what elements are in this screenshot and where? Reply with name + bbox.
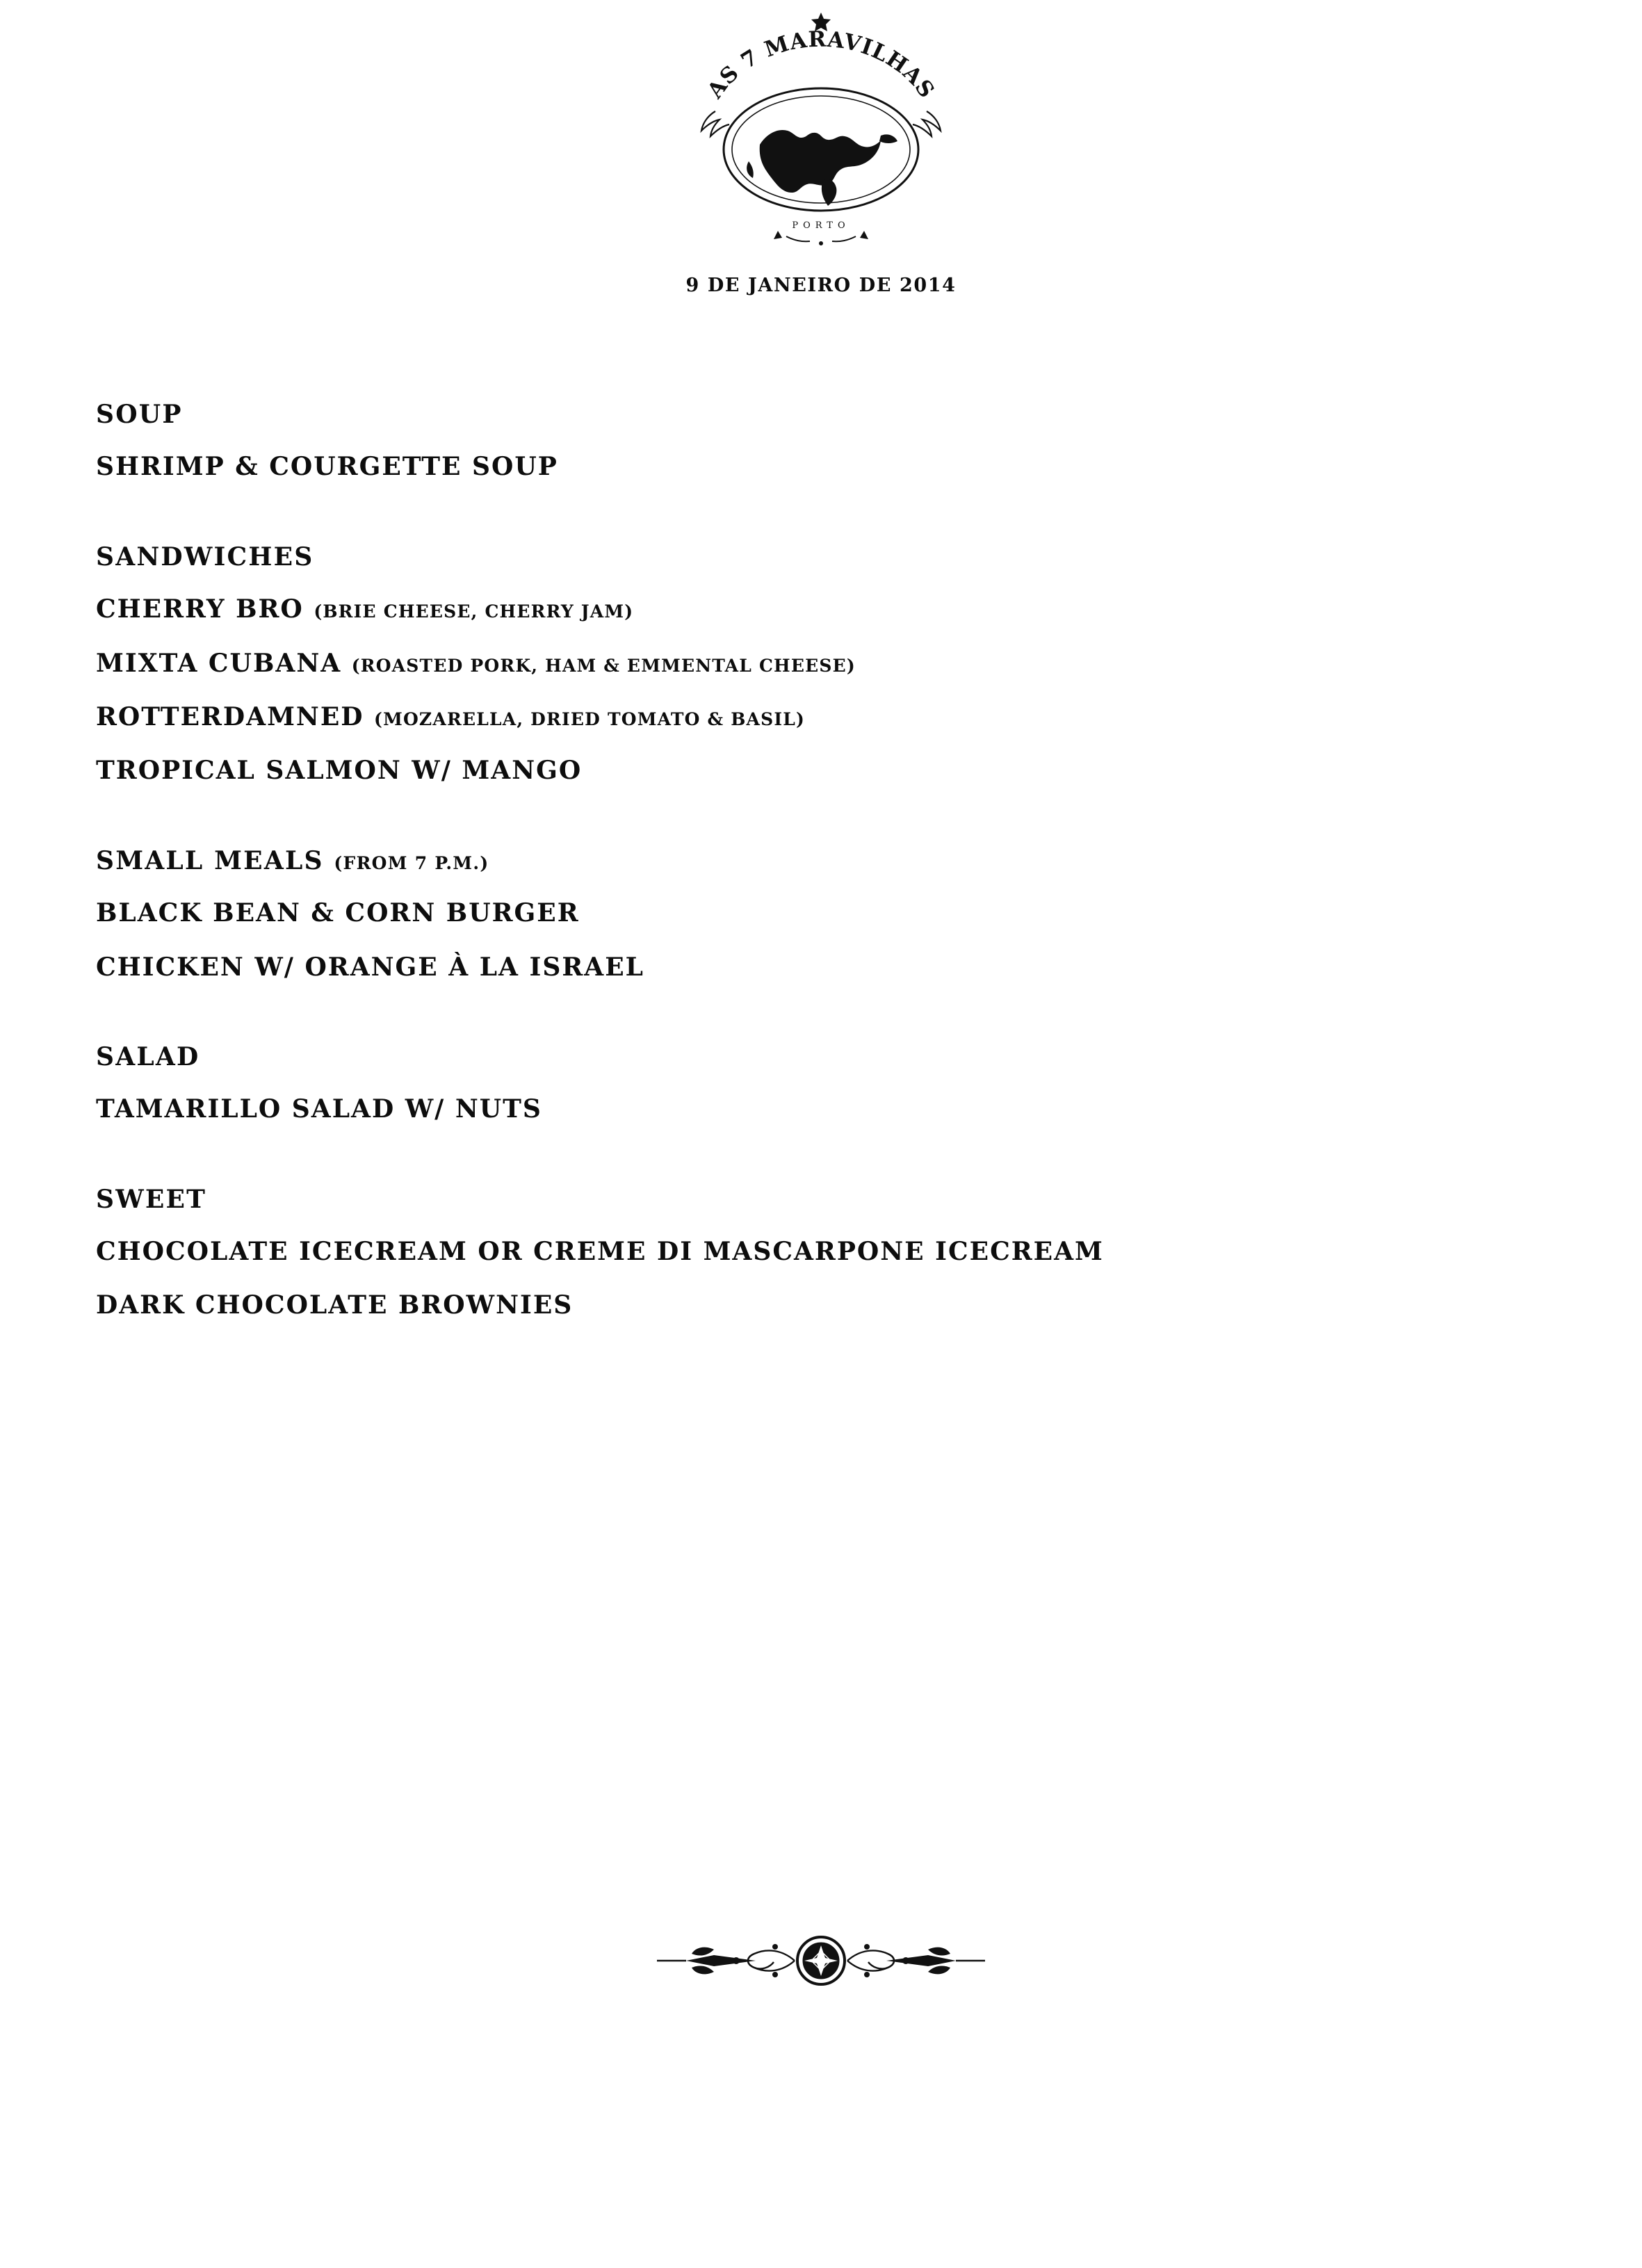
menu-item-name: TROPICAL SALMON W/ MANGO <box>96 756 583 786</box>
menu-item <box>96 899 1559 928</box>
menu-item-name: ROTTERDAMNED <box>96 702 364 731</box>
menu-date: 9 DE JANEIRO DE 2014 <box>685 275 957 296</box>
section-title-text: SANDWICHES <box>96 542 314 572</box>
menu-item-name: BLACK BEAN & CORN BURGER <box>96 898 580 928</box>
section-title <box>96 847 1559 875</box>
menu-item <box>96 453 1559 481</box>
svg-text:AS 7 MARAVILHAS: AS 7 MARAVILHAS <box>702 26 940 104</box>
section-title <box>96 400 1559 429</box>
menu-sections <box>0 400 1642 1320</box>
menu-item <box>96 756 1559 785</box>
section-title-text: SALAD <box>96 1042 200 1071</box>
section-title-text: SMALL MEALS <box>96 845 324 875</box>
menu-item <box>96 595 1559 624</box>
svg-text:PORTO: PORTO <box>792 220 850 231</box>
menu-item-name: SHRIMP & COURGETTE SOUP <box>96 452 558 482</box>
section-title-text: SOUP <box>96 400 183 429</box>
menu-item <box>96 953 1559 982</box>
menu-item <box>96 649 1559 678</box>
menu-item-name: CHOCOLATE ICECREAM OR CREME DI MASCARPONE ICECREAM <box>96 1237 1104 1267</box>
menu-item <box>96 1238 1559 1266</box>
menu-item-desc: (BRIE CHEESE, CHERRY JAM) <box>314 601 634 622</box>
menu-item-name: MIXTA CUBANA <box>96 648 342 678</box>
menu-item <box>96 703 1559 731</box>
section-title <box>96 1185 1559 1214</box>
menu-item-name: DARK CHOCOLATE BROWNIES <box>96 1290 574 1320</box>
menu-section-small-meals <box>96 847 1559 982</box>
restaurant-logo <box>682 7 960 268</box>
menu-section-sweet <box>96 1185 1559 1320</box>
footer-ornament-container <box>0 1919 1642 2002</box>
menu-item-desc: (ROASTED PORK, HAM & EMMENTAL CHEESE) <box>351 655 856 676</box>
section-title <box>96 1043 1559 1071</box>
menu-item-name: CHERRY BRO <box>96 594 304 624</box>
logo-container <box>0 0 1642 268</box>
menu-item <box>96 1291 1559 1320</box>
menu-item-desc: (MOZARELLA, DRIED TOMATO & BASIL) <box>374 708 806 729</box>
section-title-qualifier: (FROM 7 P.M.) <box>334 852 489 873</box>
menu-item <box>96 1095 1559 1124</box>
menu-item-name: CHICKEN W/ ORANGE À LA ISRAEL <box>96 952 644 982</box>
section-title <box>96 543 1559 572</box>
menu-section-salad <box>96 1043 1559 1124</box>
menu-section-soup <box>96 400 1559 482</box>
menu-item-name: TAMARILLO SALAD W/ NUTS <box>96 1094 542 1124</box>
menu-section-sandwiches <box>96 543 1559 786</box>
section-title-text: SWEET <box>96 1184 207 1214</box>
compass-rose-divider-icon <box>578 1919 1064 2002</box>
